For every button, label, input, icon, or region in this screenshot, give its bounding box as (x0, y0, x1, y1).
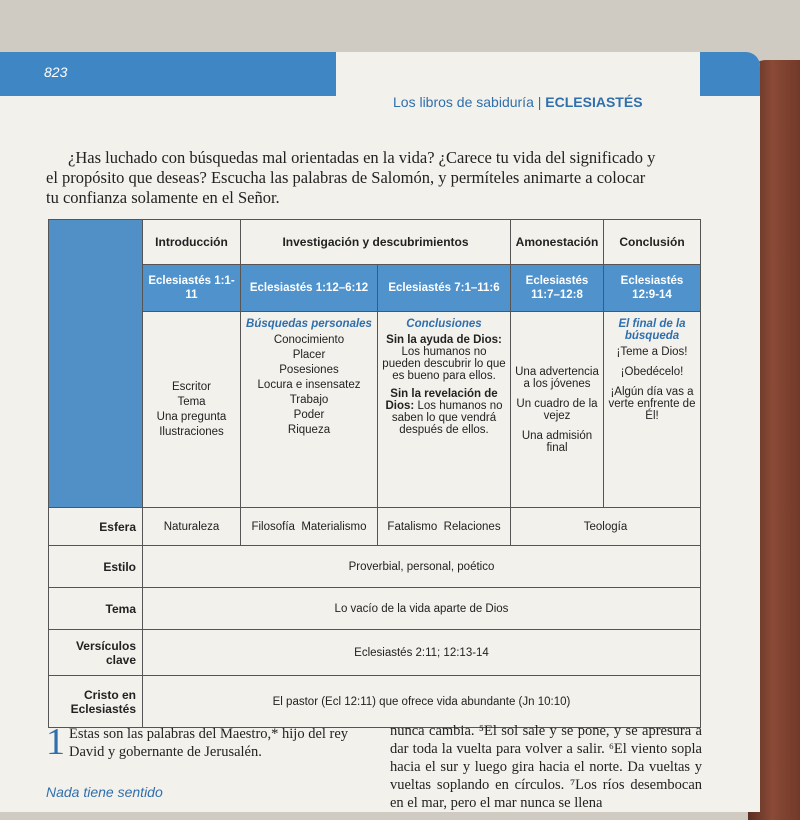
tema-cell: Lo vacío de la vida aparte de Dios (143, 588, 701, 630)
esfera-cell (241, 508, 378, 546)
column-heading: Búsquedas personales (246, 318, 372, 330)
intro-text: ¿Has luchado con búsquedas mal orientadas en la vida? ¿Carece tu vida del significado y el propósito que deseas? Escucha las palabras de Salomón, y permíteles animarte a colocar tu confianza solamente en el Señor. (46, 148, 656, 207)
list-item: ¡Algún día vas a verte enfrente de Él! (608, 386, 696, 422)
column-heading: El final de la búsqueda (618, 318, 686, 342)
statement-text: Los humanos no pueden descubrir lo que es bueno para ellos. (382, 346, 506, 382)
esfera-item: Filosofía (251, 520, 295, 533)
book-section: Los libros de sabiduría (393, 94, 534, 110)
list-item: Una pregunta (156, 411, 227, 423)
row-label-esfera: Esfera (49, 508, 143, 546)
col-busquedas (241, 312, 378, 508)
chapter-number: 1 (46, 721, 65, 763)
section-amonestacion: Amonestación (511, 220, 604, 265)
row-label-tema: Tema (49, 588, 143, 630)
list-item: Placer (292, 349, 326, 361)
esfera-item: Materialismo (301, 520, 367, 533)
table-corner (49, 220, 143, 508)
list-item: Un cuadro de la vejez (516, 397, 598, 422)
ref-cell: Eclesiastés 1:1-11 (143, 265, 241, 312)
list-item: Conocimiento (273, 334, 345, 346)
list-item: Una advertencia a los jóvenes (515, 365, 599, 390)
book-name: ECLESIASTÉS (545, 94, 643, 110)
column-heading: Conclusiones (406, 318, 482, 330)
list-item: Una admisión final (521, 429, 593, 454)
list-item: Riqueza (287, 424, 331, 436)
body-right-column (390, 722, 702, 812)
section-subheading: Nada tiene sentido (46, 784, 163, 800)
list-item: Trabajo (289, 394, 329, 406)
statement-heading: Sin la ayuda de Dios: (386, 334, 502, 346)
header-band-left (0, 52, 336, 96)
list-item: Escritor (172, 381, 211, 393)
list-item: ¡Obedécelo! (620, 366, 684, 378)
row-label-estilo: Estilo (49, 546, 143, 588)
esfera-cell: Naturaleza (143, 508, 241, 546)
section-conclusion: Conclusión (604, 220, 701, 265)
estilo-cell: Proverbial, personal, poético (143, 546, 701, 588)
verse-text: nunca cambia. ⁵El sol sale y se pone, y se apresura a dar toda la vuelta para volver a salir. ⁶El viento sopla hacia el sur y luego gira hacia el norte. Da vueltas y vueltas soplando en círculos. ⁷Los ríos desembocan en el mar, pero el mar nunca se llena (390, 723, 702, 811)
body-left-column (46, 721, 376, 763)
running-head (393, 94, 643, 110)
list-item: Tema (177, 396, 206, 408)
esfera-item: Relaciones (443, 520, 501, 533)
col-conclusion (604, 312, 701, 508)
section-introduccion: Introducción (143, 220, 241, 265)
list-item: Posesiones (279, 364, 339, 376)
verse-text: Estas son las palabras del Maestro,* hijo del rey David y gobernante de Jerusalén. (69, 726, 349, 760)
ref-cell: Eclesiastés 1:12–6:12 (241, 265, 378, 312)
col-conclusiones (378, 312, 511, 508)
cristo-cell: El pastor (Ecl 12:11) que ofrece vida abundante (Jn 10:10) (143, 676, 701, 728)
header-separator: | (537, 94, 542, 110)
versiculos-cell: Eclesiastés 2:11; 12:13-14 (143, 630, 701, 676)
row-label-cristo: Cristo en Eclesiastés (49, 676, 143, 728)
statement-text: Los humanos no saben lo que vendrá después de ellos. (391, 400, 503, 436)
list-item: Poder (293, 409, 325, 421)
col-introduccion (143, 312, 241, 508)
page-number: 823 (44, 64, 68, 80)
ref-cell: Eclesiastés 7:1–11:6 (378, 265, 511, 312)
esfera-item: Fatalismo (387, 520, 438, 533)
header-band-right (700, 52, 760, 96)
ref-cell: Eclesiastés 11:7–12:8 (511, 265, 604, 312)
col-amonestacion (511, 312, 604, 508)
list-item: Locura e insensatez (257, 379, 361, 391)
esfera-cell: Teología (511, 508, 701, 546)
list-item: Ilustraciones (159, 426, 224, 438)
statement-heading: Sin la revelación de Dios: (385, 388, 498, 412)
overview-table (48, 219, 701, 728)
list-item: ¡Teme a Dios! (616, 346, 688, 358)
esfera-cell (378, 508, 511, 546)
intro-paragraph (46, 148, 656, 208)
ref-cell: Eclesiastés 12:9-14 (604, 265, 701, 312)
row-label-versiculos: Versículos clave (49, 630, 143, 676)
section-investigacion: Investigación y descubrimientos (241, 220, 511, 265)
